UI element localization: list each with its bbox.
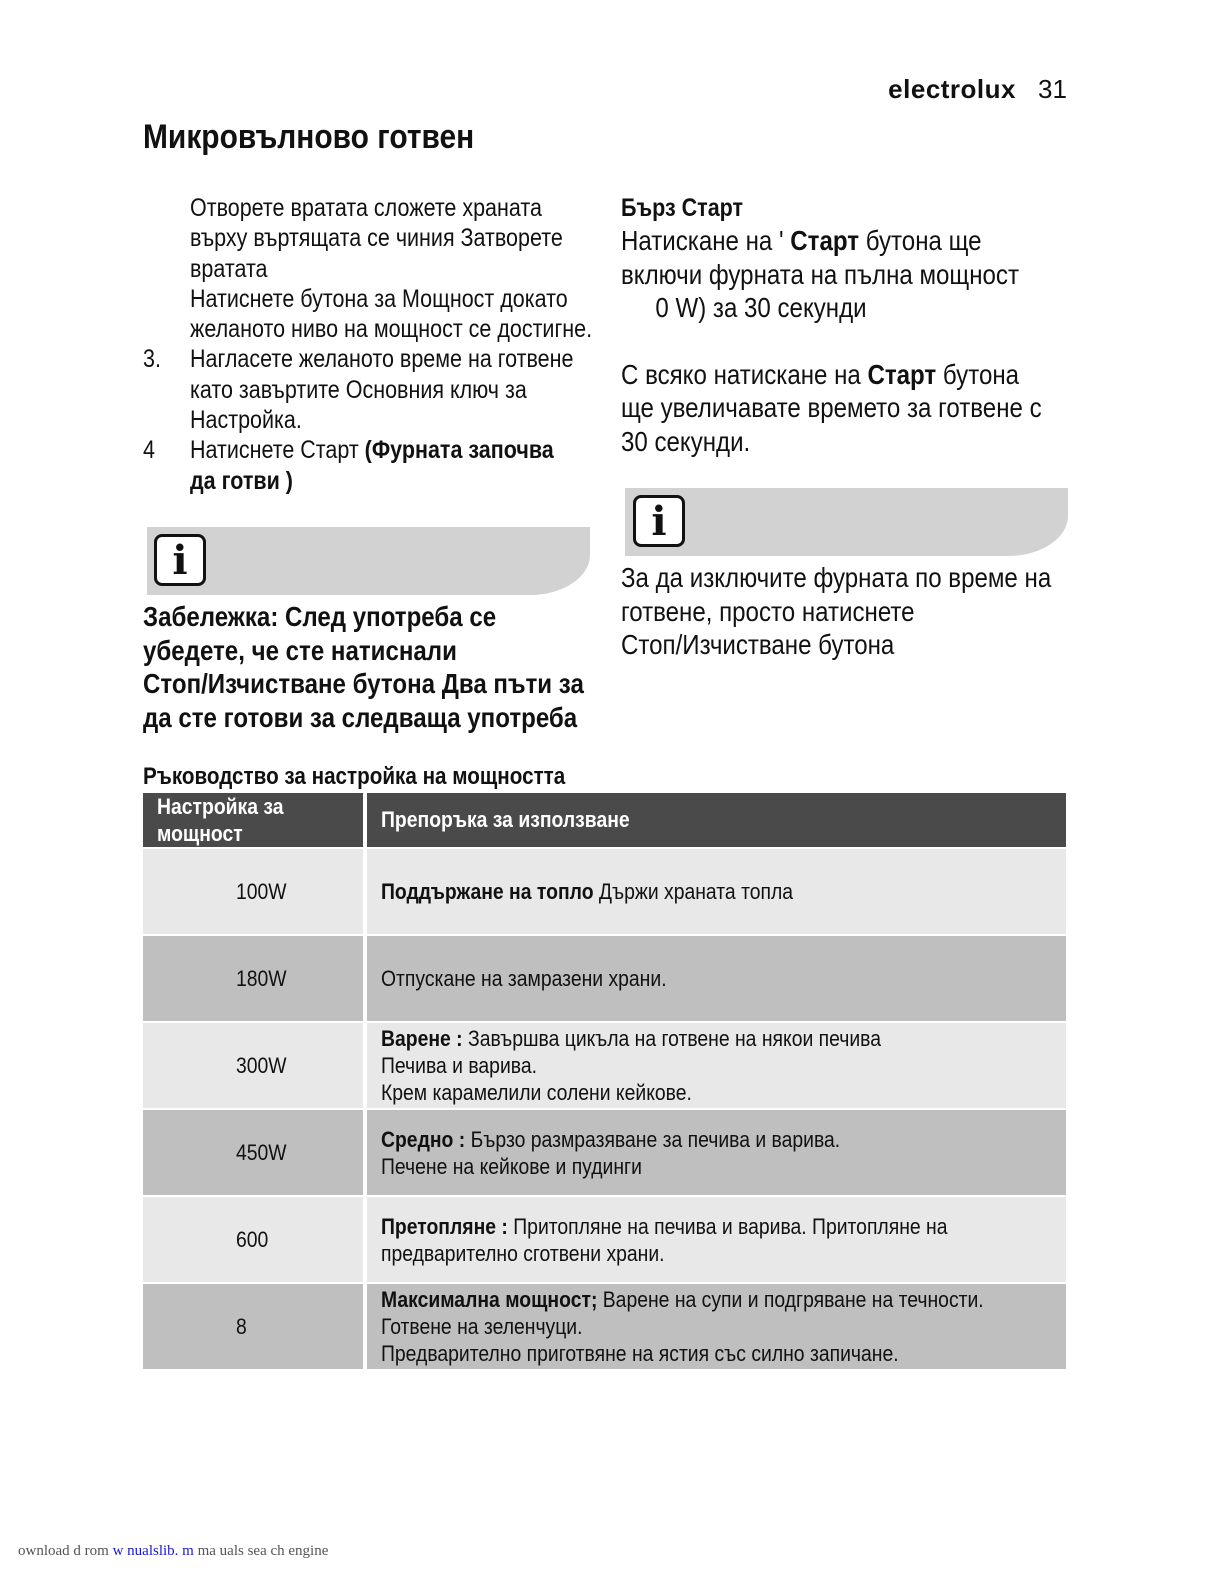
table-row <box>143 1022 1066 1109</box>
usage-text: Притопляне на печива и варива. Притопляне на <box>513 1213 948 1239</box>
usage-bold: Максимална мощност; <box>381 1287 603 1312</box>
note-line: За да изключите фурната по време на <box>621 562 1052 593</box>
usage-cell <box>365 1283 1066 1369</box>
note-left <box>143 600 584 734</box>
step-text: желаното ниво на мощност се достигне. <box>190 315 593 344</box>
instruction-steps <box>190 193 592 496</box>
page-number: 31 <box>1038 74 1067 104</box>
note-line: Стоп/Изчистване бутона Два пъти за <box>143 668 584 699</box>
t: Натискане на ' <box>621 225 791 256</box>
power-value: 8 <box>236 1313 247 1339</box>
text-line: 30 секунди. <box>621 425 751 457</box>
usage-line <box>381 1052 1066 1079</box>
footer-link[interactable]: m <box>182 1543 194 1559</box>
text-line: 0 W) за 30 секунди <box>655 292 867 323</box>
power-value: 300W <box>236 1052 287 1078</box>
usage-cell <box>365 935 1066 1022</box>
usage-cell <box>365 1109 1066 1196</box>
text-line: ще увеличавате времето за готвене с <box>621 392 1042 423</box>
table-row <box>143 1196 1066 1283</box>
footer-source <box>18 1543 328 1560</box>
info-icon: i <box>633 495 685 547</box>
usage-line <box>381 1153 1066 1180</box>
footer-link[interactable]: w nualslib. <box>112 1543 183 1559</box>
page-title: Микровълново готвен <box>143 118 475 156</box>
info-banner-left <box>147 527 590 595</box>
usage-line <box>381 1240 1066 1267</box>
info-icon: i <box>154 534 206 586</box>
usage-line <box>381 1025 1066 1052</box>
t: С всяко натискане на <box>621 358 868 390</box>
usage-line <box>381 878 1066 905</box>
step4-text: Натиснете Старт <box>190 436 365 465</box>
power-cell <box>143 848 365 935</box>
usage-cell <box>365 848 1066 935</box>
usage-text: Крем карамелили солени кейкове. <box>381 1080 692 1105</box>
usage-line <box>381 965 1066 992</box>
step-text: Нагласете желаното време на готвене <box>190 345 574 374</box>
power-value: 450W <box>236 1139 287 1165</box>
usage-line <box>381 1126 1066 1153</box>
power-cell <box>143 1109 365 1196</box>
t: бутона ще <box>859 225 982 256</box>
power-value: 100W <box>236 878 287 904</box>
heading-text: Бърз Старт <box>621 194 744 222</box>
step-text: Настройка. <box>190 406 302 435</box>
usage-cell <box>365 1196 1066 1283</box>
t: ma uals sea ch engine <box>193 1543 329 1559</box>
table-row <box>143 1283 1066 1369</box>
usage-text: Печива и варива. <box>381 1053 538 1078</box>
note-line: Стоп/Изчистване бутона <box>621 629 895 660</box>
text-line <box>621 224 1042 258</box>
step-text: вратата <box>190 254 268 283</box>
usage-text: Готвене на зеленчуци. <box>381 1314 583 1339</box>
usage-line <box>381 1340 1066 1367</box>
t: Препоръка за използване <box>381 807 630 832</box>
column-header-usage <box>365 793 1066 848</box>
usage-line <box>381 1213 1066 1240</box>
table-row <box>143 935 1066 1022</box>
usage-bold: Претопляне : <box>381 1213 514 1239</box>
usage-bold: Варене : <box>381 1026 469 1051</box>
power-cell <box>143 1283 365 1369</box>
power-settings-table <box>143 793 1066 1369</box>
text-line: включи фурната на пълна мощност <box>621 258 1019 290</box>
usage-cell <box>365 1022 1066 1109</box>
t: ownload d rom <box>18 1543 113 1559</box>
usage-bold: Поддържане на топло <box>381 879 594 904</box>
usage-text: Отпускане на замразени храни. <box>381 966 667 991</box>
step-text <box>190 435 592 465</box>
power-cell <box>143 1022 365 1109</box>
usage-text: предварително сготвени храни. <box>381 1240 665 1266</box>
note-line: готвене, просто натиснете <box>621 595 915 627</box>
column-header-power <box>143 793 365 848</box>
usage-text: Варене на супи и подгряване на течности. <box>602 1287 984 1312</box>
usage-text: Бързо размразяване за печива и варива. <box>470 1126 841 1152</box>
quick-start-heading <box>621 193 743 223</box>
t: Старт <box>867 358 937 390</box>
note-line: да сте готови за следваща употреба <box>143 701 578 733</box>
step-text: Отворете вратата сложете храната <box>190 194 542 222</box>
step-number-3: 3. <box>143 345 161 373</box>
power-cell <box>143 935 365 1022</box>
usage-line <box>381 1079 1066 1106</box>
step-text: като завъртите Основния ключ за <box>190 375 527 404</box>
quick-start-text <box>621 224 1042 458</box>
step-number-4: 4 <box>143 436 155 464</box>
usage-text: Предварително приготвяне на ястия със силно запичане. <box>381 1341 899 1366</box>
step-text: Натиснете бутона за Мощност докато <box>190 284 568 313</box>
power-value: 600 <box>236 1226 269 1252</box>
usage-line <box>381 1313 1066 1340</box>
usage-line <box>381 1286 1066 1313</box>
brand-logo: electrolux <box>888 74 1016 104</box>
step-text: върху въртящата се чиния Затворете <box>190 224 563 253</box>
t: бутона <box>936 358 1020 390</box>
usage-text: Печене на кейкове и пудинги <box>381 1153 643 1179</box>
text-line <box>621 358 1042 392</box>
step-text: да готви ) <box>190 466 293 495</box>
usage-text: Държи храната топла <box>593 879 794 904</box>
table-row <box>143 848 1066 935</box>
note-right <box>621 561 1051 662</box>
table-row <box>143 1109 1066 1196</box>
usage-text: Завършва цикъла на готвене на някои печива <box>468 1026 882 1051</box>
note-line: убедете, че сте натиснали <box>143 634 457 666</box>
t: Старт <box>790 225 860 256</box>
power-value: 180W <box>236 965 287 991</box>
info-banner-right <box>625 488 1068 556</box>
note-line: Забележка: След употреба се <box>143 601 497 632</box>
table-caption: Ръководство за настройка на мощността <box>143 763 566 790</box>
t: Настройка за мощност <box>157 794 284 846</box>
step4-bold: (Фурната започва <box>364 436 554 465</box>
table-header-row <box>143 793 1066 848</box>
power-cell <box>143 1196 365 1283</box>
usage-bold: Средно : <box>381 1126 471 1152</box>
